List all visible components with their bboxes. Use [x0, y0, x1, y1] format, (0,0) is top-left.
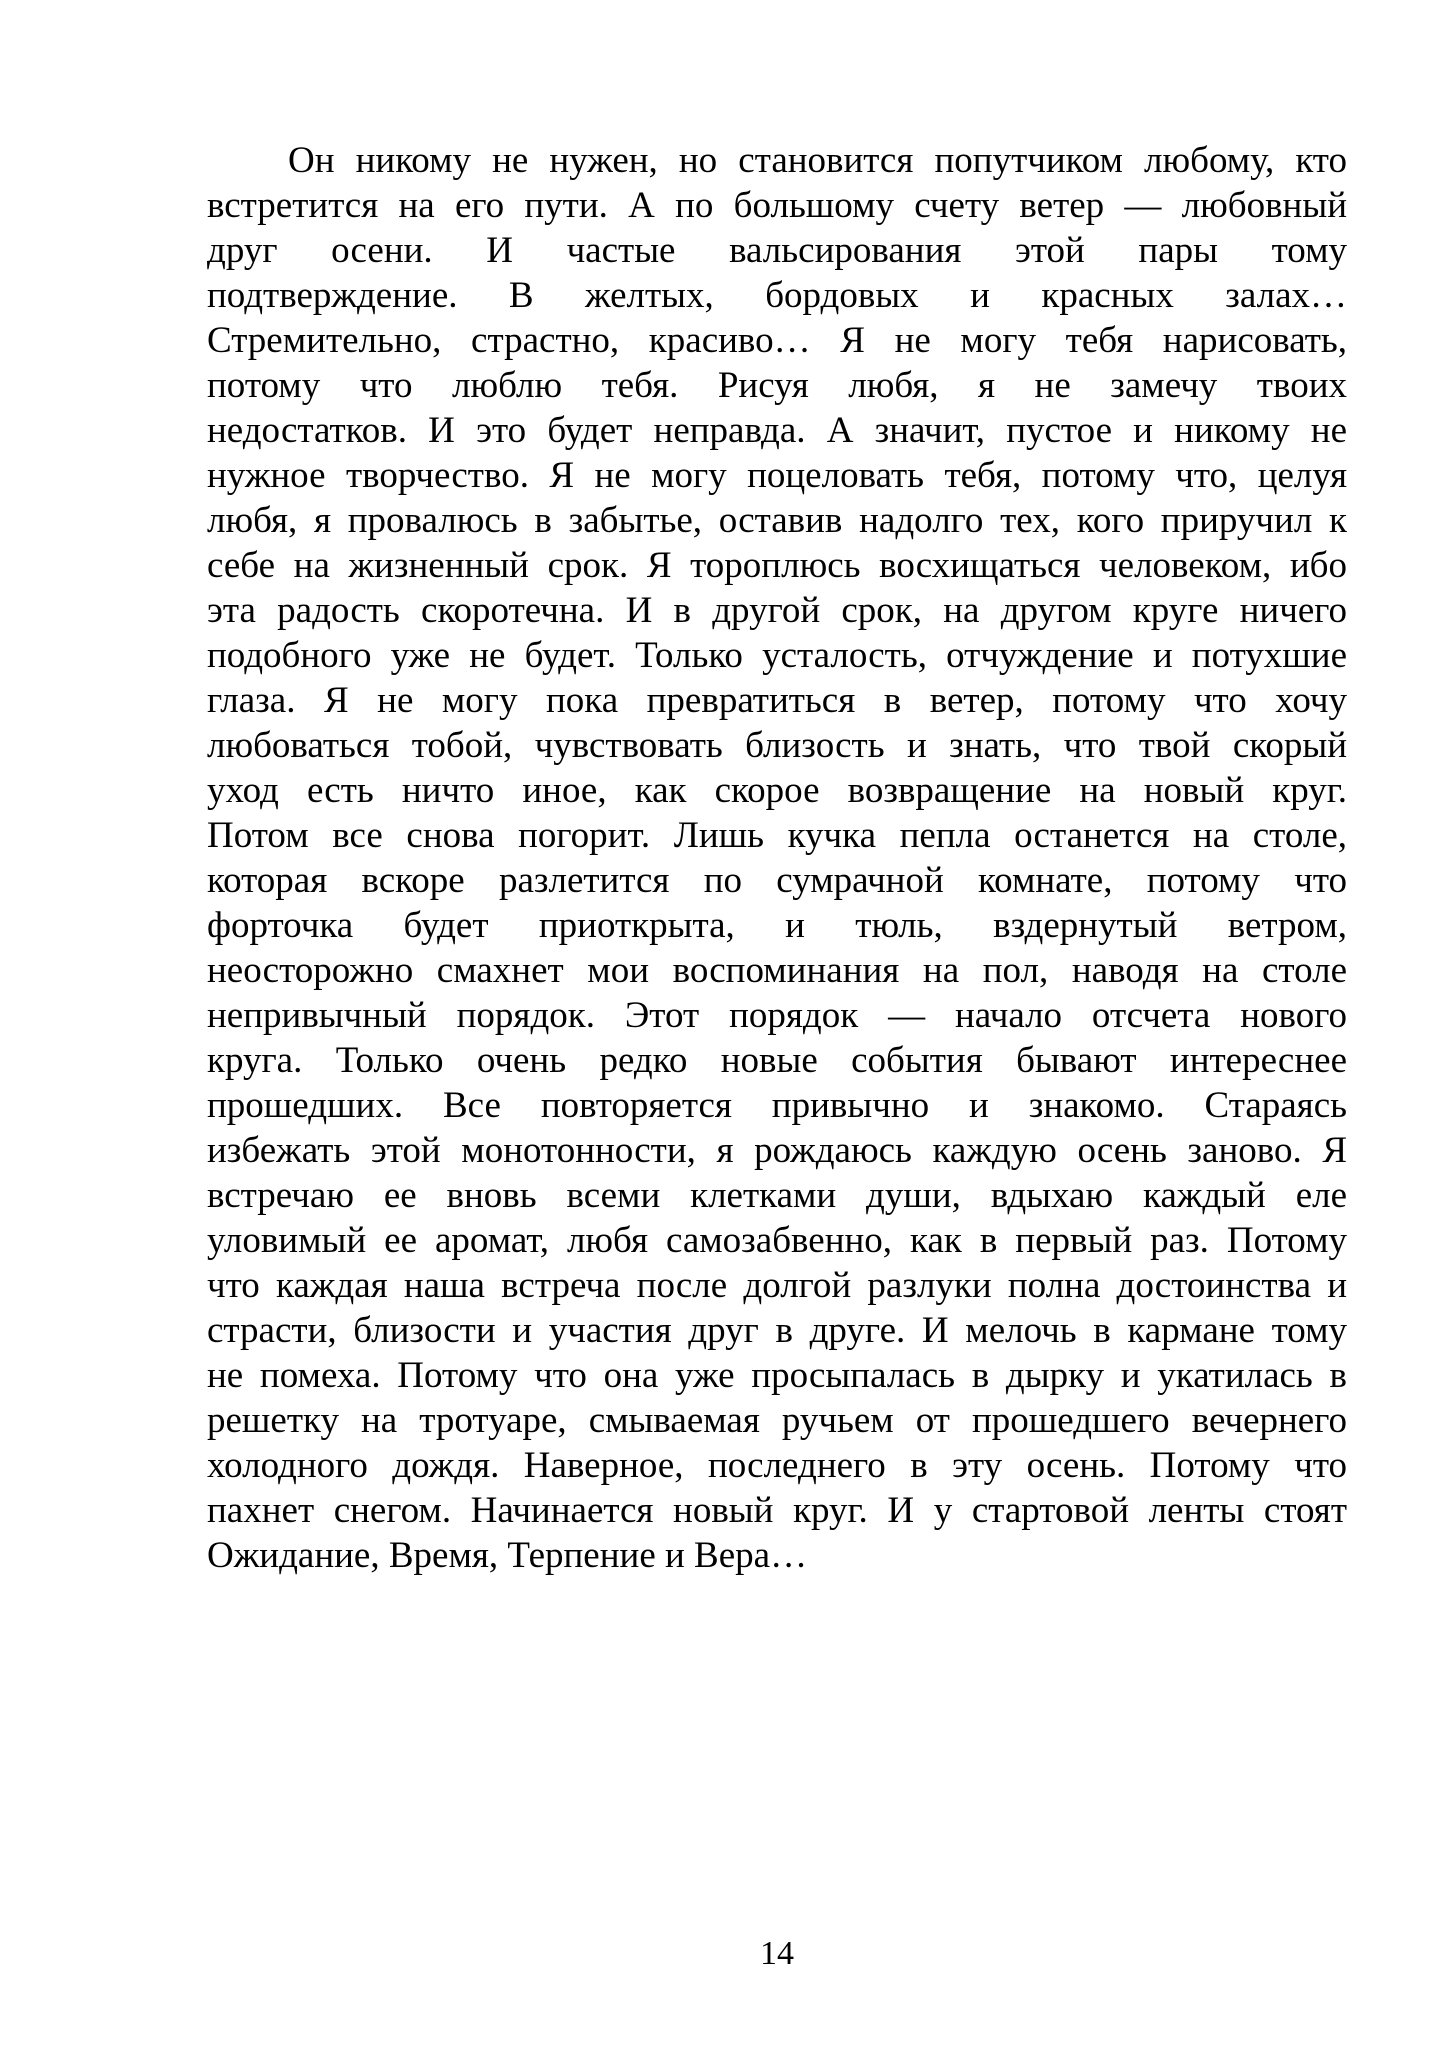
- body-text-paragraph: [207, 138, 1347, 1578]
- text-line: непривычный порядок. Этот порядок — начало отсчета нового: [207, 995, 1347, 1036]
- text-line: Потом все снова погорит. Лишь кучка пепла останется на столе,: [207, 815, 1347, 856]
- text-line: встречаю ее вновь всеми клетками души, вдыхаю каждый еле: [207, 1175, 1347, 1216]
- text-line: что каждая наша встреча после долгой разлуки полна достоинства и: [207, 1265, 1347, 1306]
- text-line: глаза. Я не могу пока превратиться в ветер, потому что хочу: [207, 680, 1347, 721]
- text-line: уловимый ее аромат, любя самозабвенно, как в первый раз. Потому: [207, 1220, 1347, 1261]
- text-line: уход есть ничто иное, как скорое возвращение на новый круг.: [207, 770, 1347, 811]
- text-line: прошедших. Все повторяется привычно и знакомо. Стараясь: [207, 1085, 1347, 1126]
- page-number: 14: [760, 1935, 794, 1972]
- text-line: потому что люблю тебя. Рисуя любя, я не замечу твоих: [207, 365, 1347, 406]
- text-line: страсти, близости и участия друг в друге. И мелочь в кармане тому: [207, 1310, 1347, 1351]
- text-line: любя, я провалюсь в забытье, оставив надолго тех, кого приручил к: [207, 500, 1347, 541]
- page-footer: [207, 1934, 1347, 1974]
- text-line: нужное творчество. Я не могу поцеловать тебя, потому что, целуя: [207, 455, 1347, 496]
- text-line: неосторожно смахнет мои воспоминания на пол, наводя на столе: [207, 950, 1347, 991]
- text-line: которая вскоре разлетится по сумрачной комнате, потому что: [207, 860, 1347, 901]
- text-line: избежать этой монотонности, я рождаюсь каждую осень заново. Я: [207, 1130, 1347, 1171]
- text-line: подтверждение. В желтых, бордовых и красных залах…: [207, 275, 1347, 316]
- text-line: эта радость скоротечна. И в другой срок, на другом круге ничего: [207, 590, 1347, 631]
- text-line: себе на жизненный срок. Я тороплюсь восхищаться человеком, ибо: [207, 545, 1347, 586]
- text-line: недостатков. И это будет неправда. А значит, пустое и никому не: [207, 410, 1347, 451]
- text-line: Ожидание, Время, Терпение и Вера…: [207, 1535, 808, 1576]
- text-line: встретится на его пути. А по большому счету ветер — любовный: [207, 185, 1347, 226]
- text-line: пахнет снегом. Начинается новый круг. И у стартовой ленты стоят: [207, 1490, 1347, 1531]
- text-line: не помеха. Потому что она уже просыпалась в дырку и укатилась в: [207, 1355, 1347, 1396]
- text-line: любоваться тобой, чувствовать близость и знать, что твой скорый: [207, 725, 1347, 766]
- text-line: круга. Только очень редко новые события бывают интереснее: [207, 1040, 1347, 1081]
- text-line: друг осени. И частые вальсирования этой пары тому: [207, 230, 1347, 271]
- text-line: решетку на тротуаре, смываемая ручьем от прошедшего вечернего: [207, 1400, 1347, 1441]
- text-line: подобного уже не будет. Только усталость, отчуждение и потухшие: [207, 635, 1347, 676]
- text-line: форточка будет приоткрыта, и тюль, вздернутый ветром,: [207, 905, 1347, 946]
- text-line: Он никому не нужен, но становится попутчиком любому, кто: [288, 140, 1347, 181]
- text-line: Стремительно, страстно, красиво… Я не могу тебя нарисовать,: [207, 320, 1347, 361]
- text-line: холодного дождя. Наверное, последнего в эту осень. Потому что: [207, 1445, 1347, 1486]
